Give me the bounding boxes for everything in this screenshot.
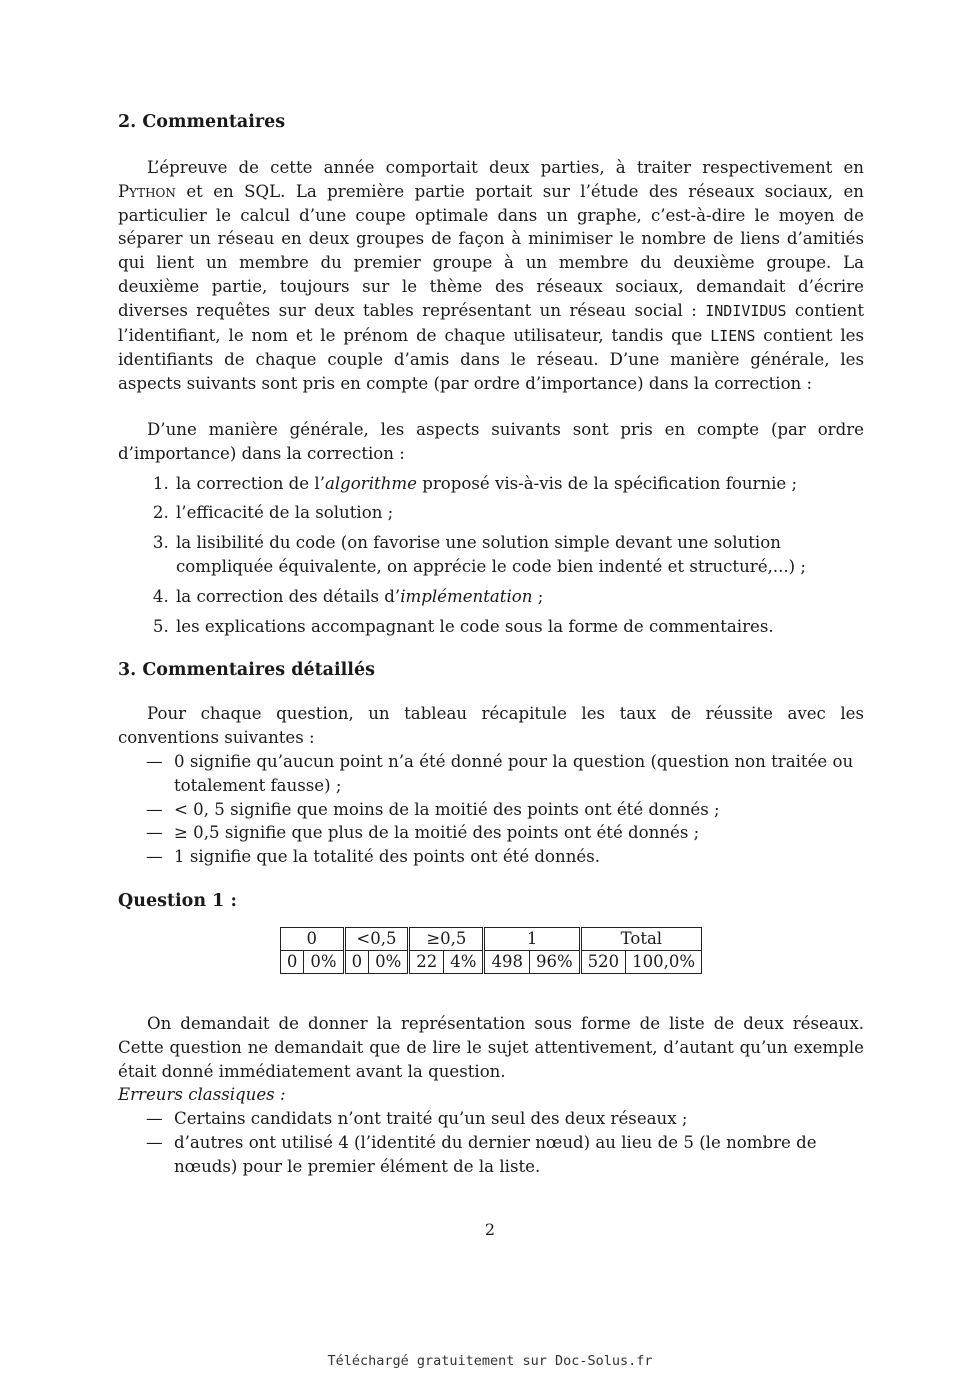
convention-item: — 0 signifie qu’aucun point n’a été donné pour la question (question non traitée ou totalement fausse) ; [146, 751, 854, 795]
criteria-item-3: 3. la lisibilité du code (on favorise une solution simple devant une solution compliquée équivalente, on apprécie le code bien indenté et structuré,...) ; [174, 531, 864, 579]
python-name: Python [118, 181, 176, 201]
criteria-list [118, 472, 864, 639]
table-cell: 0 [344, 950, 369, 973]
errors-title: Erreurs classiques : [118, 1085, 286, 1105]
criteria-item-5: 5. les explications accompagnant le code sous la forme de commentaires. [174, 615, 864, 639]
table-cell: 520 [580, 950, 626, 973]
table-cell: 498 [484, 950, 530, 973]
table-cell: 100,0% [626, 950, 702, 973]
document-body [118, 110, 864, 1179]
table-name-individus: INDIVIDUS [705, 301, 787, 320]
table-cell: 4% [444, 950, 484, 973]
table-row [280, 950, 701, 973]
errors-list [118, 1107, 864, 1178]
table-cell: 0% [304, 950, 344, 973]
section-2-title: 2. Commentaires [118, 112, 286, 132]
section-2-paragraph-1: L’épreuve de cette année comportait deux parties, à traiter respectivement en Python et en SQL. La première partie portait sur l’étude des réseaux sociaux, en particulier le calcul d’une coupe optimale dans un graphe, c’est-à-dire le moyen de séparer un réseau en deux groupes de façon à minimiser le nombre de liens d’amitiés qui lient un membre du premier groupe à un membre du deuxième groupe. La deuxième partie, toujours sur le thème des réseaux sociaux, demandait d’écrire diverses requêtes sur deux tables représentant un réseau social : INDIVIDUS contient l’identifiant, le nom et le prénom de chaque utilisateur, tandis que LIENS contient les identifiants de chaque couple d’amis dans le réseau. D’une manière générale, les aspects suivants sont pris en compte (par ordre d’importance) dans la correction : [118, 158, 865, 394]
table-header: 0 [280, 927, 344, 950]
table-header-row [280, 927, 701, 950]
download-note: Téléchargé gratuitement sur Doc-Solus.fr [327, 1353, 653, 1369]
error-item: — d’autres ont utilisé 4 (l’identité du dernier nœud) au lieu de 5 (le nombre de nœuds) pour le premier élément de la liste. [146, 1132, 817, 1176]
table-header: Total [580, 927, 701, 950]
criteria-item-1: 1. la correction de l’algorithme proposé vis-à-vis de la spécification fournie ; [174, 472, 864, 496]
convention-item: — 1 signifie que la totalité des points ont été donnés. [146, 847, 601, 867]
error-item: — Certains candidats n’ont traité qu’un seul des deux réseaux ; [146, 1109, 688, 1129]
section-3-title: 3. Commentaires détaillés [118, 660, 375, 681]
table-header: <0,5 [344, 927, 409, 950]
section-2-paragraph-2: D’une manière générale, les aspects suivants sont pris en compte (par ordre d’importance) dans la correction : [118, 419, 864, 463]
table-cell: 0 [280, 950, 304, 973]
criteria-item-4: 4. la correction des détails d’implémentation ; [174, 585, 864, 609]
convention-item: — < 0, 5 signifie que moins de la moitié des points ont été donnés ; [146, 799, 720, 819]
table-cell: 0% [369, 950, 409, 973]
table-cell: 96% [529, 950, 580, 973]
page-number: 2 [484, 1220, 496, 1239]
table-name-liens: LIENS [710, 326, 756, 345]
table-cell: 22 [409, 950, 444, 973]
criteria-item-2: 2. l’efficacité de la solution ; [174, 501, 864, 525]
question-1-paragraph: On demandait de donner la représentation sous forme de liste de deux réseaux. Cette question ne demandait que de lire le sujet attentivement, d’autant qu’un exemple était donné immédiatement avant la question. [118, 1013, 864, 1081]
question-1-title: Question 1 : [118, 890, 237, 911]
convention-item: — ≥ 0,5 signifie que plus de la moitié des points ont été donnés ; [146, 823, 700, 843]
section-3-intro: Pour chaque question, un tableau récapitule les taux de réussite avec les conventions suivantes : [118, 704, 864, 748]
table-header: ≥0,5 [409, 927, 484, 950]
conventions-list [118, 750, 864, 869]
table-header: 1 [484, 927, 580, 950]
success-rate-table [280, 927, 702, 974]
